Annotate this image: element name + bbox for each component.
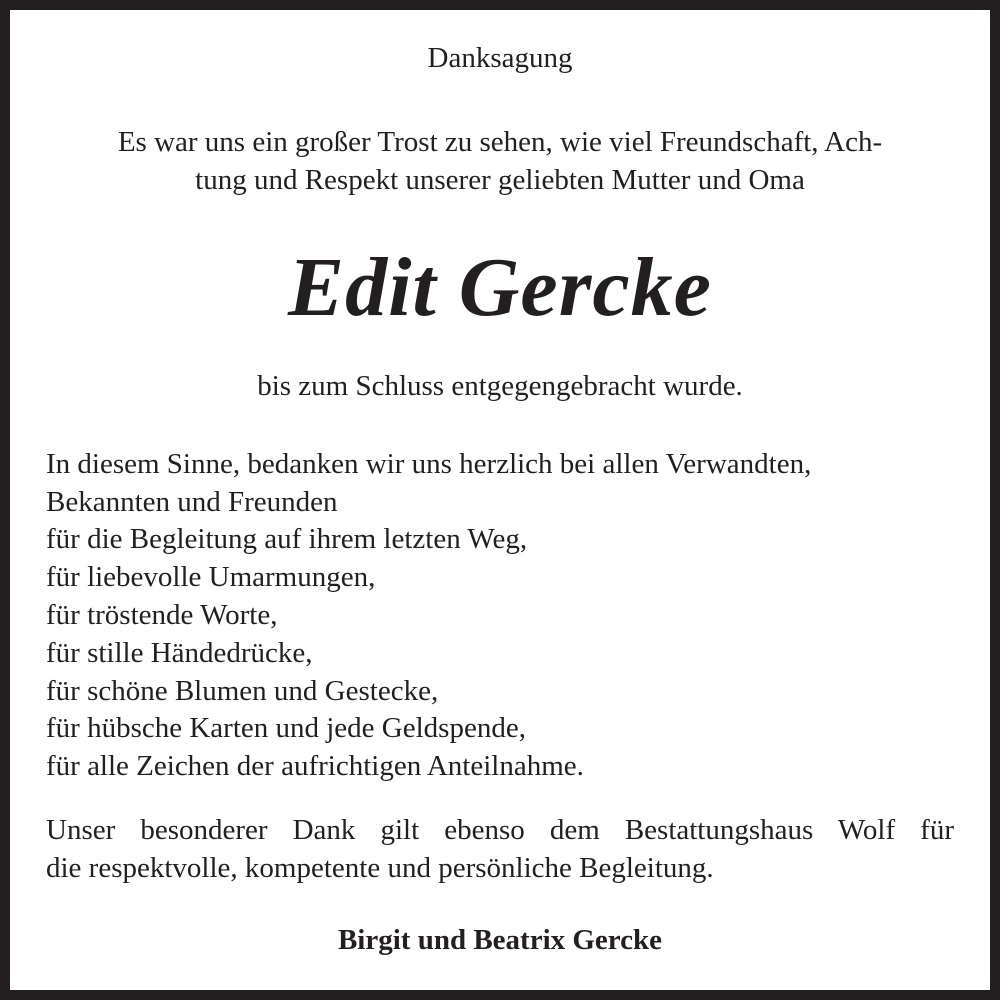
thanks-line: für liebevolle Umarmungen, xyxy=(46,561,376,593)
special-thanks-line: die respektvolle, kompetente und persönliche Begleitung. xyxy=(46,852,714,884)
thanks-line: für alle Zeichen der aufrichtigen Anteilnahme. xyxy=(46,750,584,782)
after-name-line: bis zum Schluss entgegengebracht wurde. xyxy=(257,370,743,402)
thanks-line: für tröstende Worte, xyxy=(46,599,278,631)
intro-line: tung und Respekt unserer geliebten Mutter und Oma xyxy=(195,164,805,196)
thanks-line: Bekannten und Freunden xyxy=(46,486,338,518)
notice-heading: Danksagung xyxy=(427,42,573,74)
thanks-line: für hübsche Karten und jede Geldspende, xyxy=(46,712,526,744)
special-thanks-line: Unser besonderer Dank gilt ebenso dem Bestattungshaus Wolf für xyxy=(46,814,954,846)
deceased-name: Edit Gercke xyxy=(288,241,712,334)
signature: Birgit und Beatrix Gercke xyxy=(337,924,663,956)
thanks-line: In diesem Sinne, bedanken wir uns herzlich bei allen Verwandten, xyxy=(46,448,812,480)
thanks-line: für die Begleitung auf ihrem letzten Weg, xyxy=(46,523,528,555)
thanks-line: für stille Händedrücke, xyxy=(46,637,313,669)
thanks-line: für schöne Blumen und Gestecke, xyxy=(46,675,439,707)
intro-line: Es war uns ein großer Trost zu sehen, wie viel Freundschaft, Ach- xyxy=(117,126,883,158)
